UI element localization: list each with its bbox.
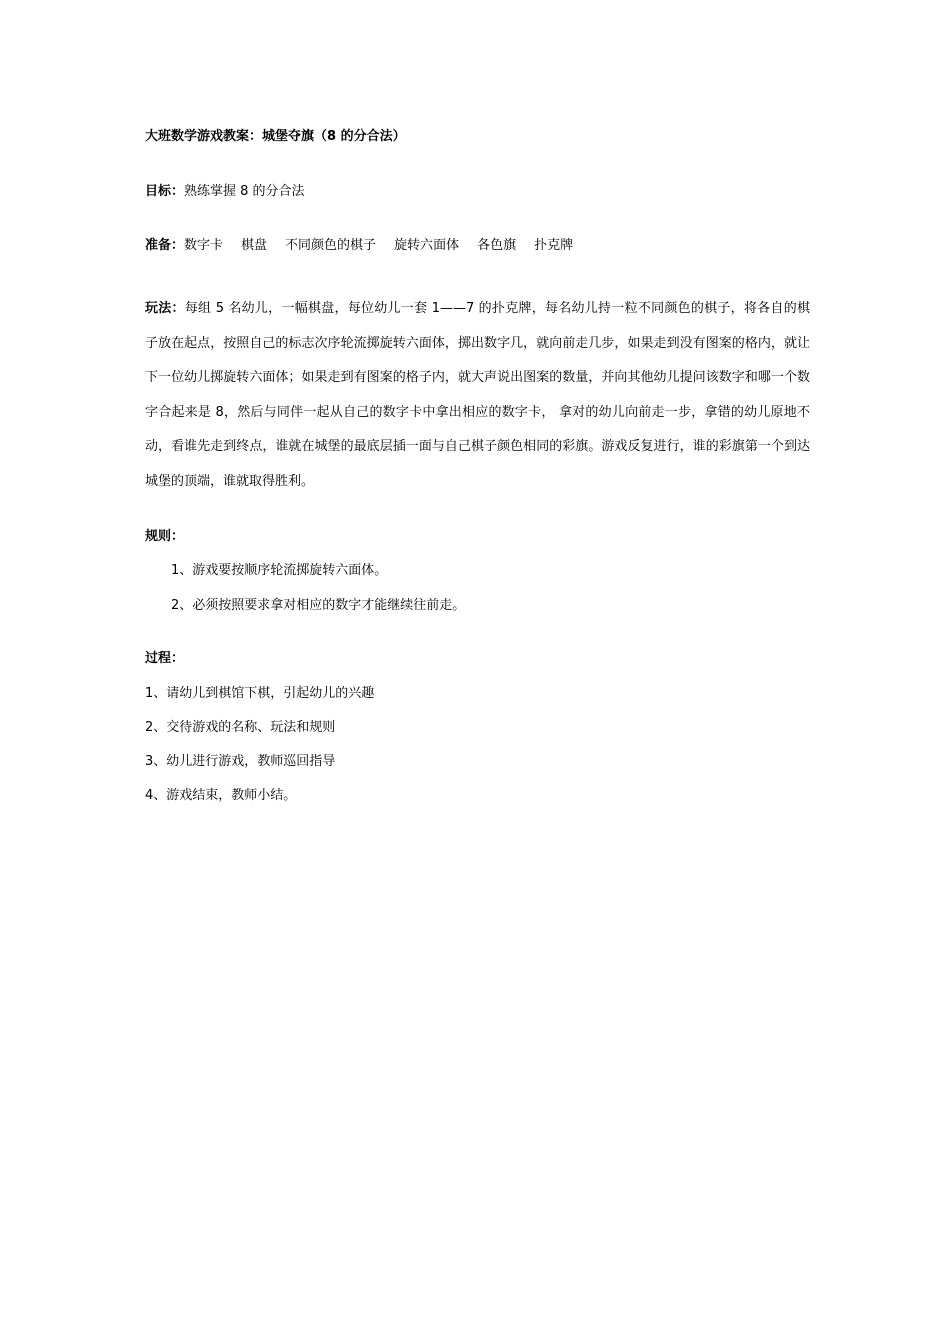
preparation-item: 数字卡 — [184, 238, 224, 253]
process-item: 4、游戏结束，教师小结。 — [145, 788, 297, 803]
goal-label: 目标： — [145, 184, 185, 199]
document-content — [145, 127, 810, 806]
rules-heading — [145, 527, 810, 547]
rule-item: 2、必须按照要求拿对相应的数字才能继续往前走。 — [171, 598, 466, 613]
preparation-item: 各色旗 — [477, 238, 517, 253]
rules-label: 规则： — [145, 529, 185, 544]
gameplay-label: 玩法： — [145, 301, 185, 316]
preparation-item: 旋转六面体 — [394, 238, 460, 253]
process-item: 1、请幼儿到棋馆下棋，引起幼儿的兴趣 — [145, 686, 375, 701]
rule-item: 1、游戏要按顺序轮流掷旋转六面体。 — [171, 563, 388, 578]
preparation-item: 棋盘 — [241, 238, 268, 253]
document-title: 大班数学游戏教案：城堡夺旗（8 的分合法） — [145, 129, 406, 144]
preparation-section — [145, 236, 810, 256]
process-item: 2、交待游戏的名称、玩法和规则 — [145, 720, 336, 735]
gameplay-section — [145, 292, 810, 499]
preparation-item: 不同颜色的棋子 — [285, 238, 377, 253]
gameplay-text: 每组 5 名幼儿，一幅棋盘，每位幼儿一套 1——7 的扑克牌，每名幼儿持一粒不同颜色的棋子，将各自的棋子放在起点，按照自己的标志次序轮流掷旋转六面体，掷出数字几，就向前走几步，如果走到没有图案的格内，就让下一位幼儿掷旋转六面体；如果走到有图案的格子内，就大声说出图案的数量，并向其他幼儿提问该数字和哪一个数字合起来是 8，然后与同伴一起从自己的数字卡中拿出相应的数字卡， 拿对的幼儿向前走一步，拿错的幼儿原地不动，看谁先走到终点，谁就在城堡的最底层插一面与自己棋子颜色相同的彩旗。游戏反复进行，谁的彩旗第一个到达城堡的顶端，谁就取得胜利。 — [145, 301, 810, 489]
goal-text: 熟练掌握 8 的分合法 — [184, 184, 305, 199]
preparation-label: 准备： — [145, 238, 185, 253]
process-item: 3、幼儿进行游戏，教师巡回指导 — [145, 754, 336, 769]
process-heading — [145, 649, 810, 669]
process-label: 过程： — [145, 651, 185, 666]
preparation-item: 扑克牌 — [534, 238, 574, 253]
goal-section — [145, 182, 810, 202]
